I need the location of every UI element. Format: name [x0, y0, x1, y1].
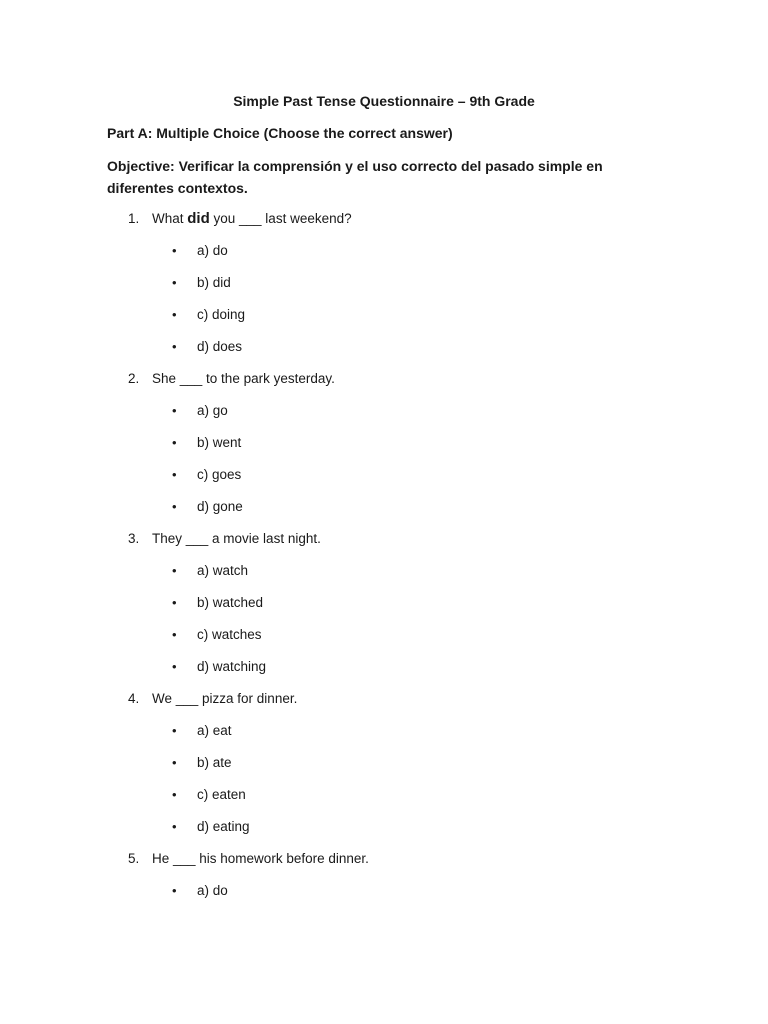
option-text: b) did: [197, 275, 231, 290]
bullet-icon: •: [172, 819, 177, 834]
bullet-icon: •: [172, 499, 177, 514]
objective-text: Objective: Verificar la comprensión y el uso correcto del pasado simple en diferentes contextos.: [107, 158, 603, 196]
bullet-icon: •: [172, 435, 177, 450]
bullet-icon: •: [172, 595, 177, 610]
bullet-icon: •: [172, 403, 177, 418]
option-text: b) went: [197, 435, 242, 450]
option-text: a) eat: [197, 723, 232, 738]
option-text: d) gone: [197, 499, 243, 514]
bullet-icon: •: [172, 243, 177, 258]
option-text: d) eating: [197, 819, 250, 834]
option-text: a) watch: [197, 563, 249, 578]
option-text: a) go: [197, 403, 228, 418]
bullet-icon: •: [172, 467, 177, 482]
bullet-icon: •: [172, 627, 177, 642]
option-text: b) ate: [197, 755, 232, 770]
bullet-icon: •: [172, 275, 177, 290]
question-number: 5.: [128, 851, 140, 866]
question-text-before: What: [152, 211, 188, 226]
option-text: c) goes: [197, 467, 242, 482]
question-text: [152, 209, 352, 229]
option-text: a) do: [197, 883, 228, 898]
bullet-icon: •: [172, 659, 177, 674]
option-text: b) watched: [197, 595, 264, 610]
question-text: They ___ a movie last night.: [152, 531, 321, 546]
bullet-icon: •: [172, 755, 177, 770]
bullet-icon: •: [172, 563, 177, 578]
question-number: 3.: [128, 531, 140, 546]
option-text: c) doing: [197, 307, 246, 322]
part-heading: Part A: Multiple Choice (Choose the correct answer): [107, 125, 453, 141]
question-number: 1.: [128, 211, 140, 226]
question-text-after: you ___ last weekend?: [209, 211, 352, 226]
document-title: Simple Past Tense Questionnaire – 9th Grade: [233, 93, 535, 109]
option-text: d) watching: [197, 659, 267, 674]
question-text: We ___ pizza for dinner.: [152, 691, 298, 706]
bullet-icon: •: [172, 339, 177, 354]
bullet-icon: •: [172, 787, 177, 802]
bullet-icon: •: [172, 307, 177, 322]
option-text: d) does: [197, 339, 243, 354]
question-text: He ___ his homework before dinner.: [152, 851, 369, 866]
bullet-icon: •: [172, 723, 177, 738]
option-text: c) eaten: [197, 787, 246, 802]
option-text: c) watches: [197, 627, 262, 642]
question-number: 4.: [128, 691, 140, 706]
question-text: She ___ to the park yesterday.: [152, 371, 335, 386]
question-number: 2.: [128, 371, 140, 386]
question-text-bold: did: [187, 210, 210, 227]
bullet-icon: •: [172, 883, 177, 898]
option-text: a) do: [197, 243, 228, 258]
